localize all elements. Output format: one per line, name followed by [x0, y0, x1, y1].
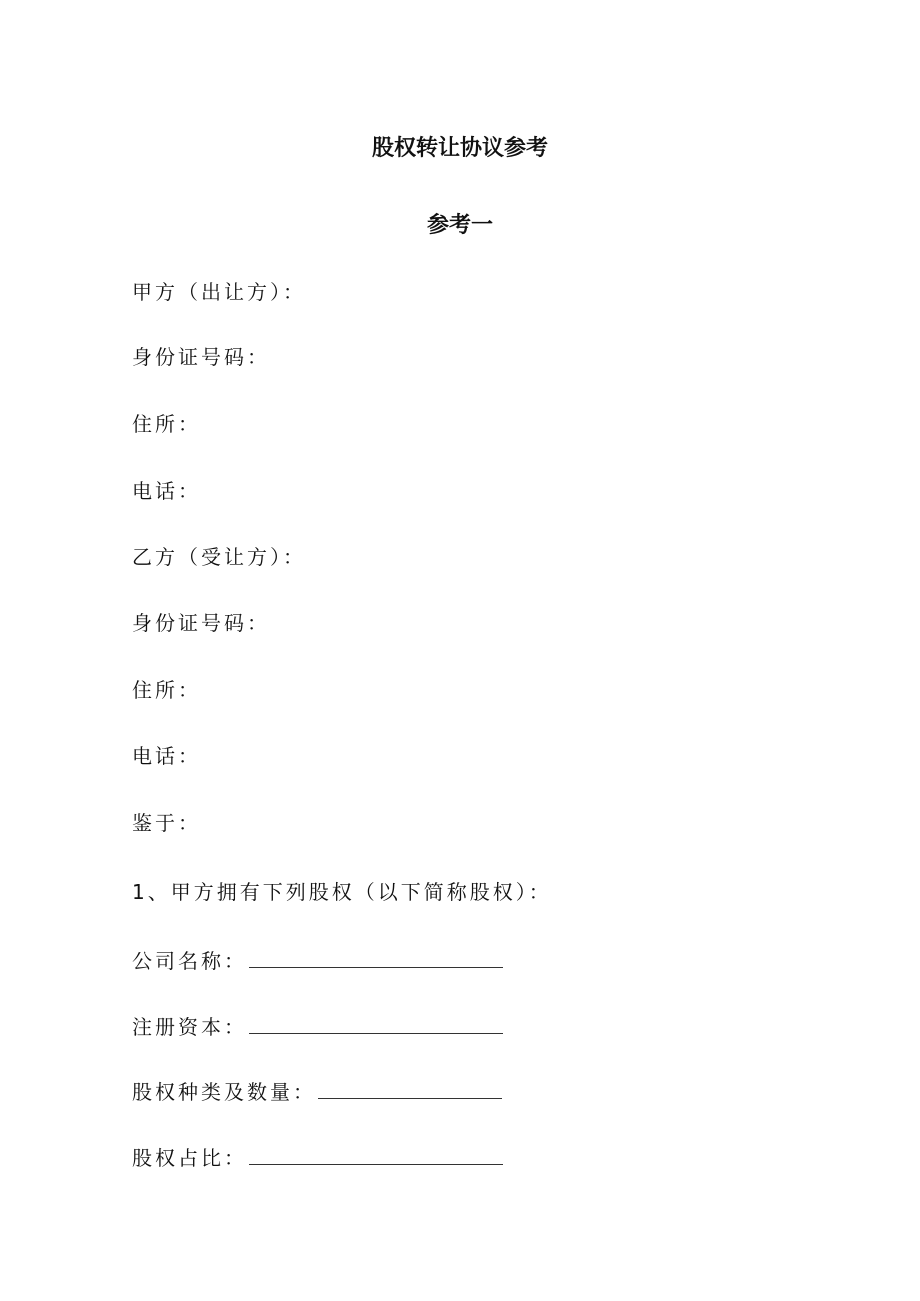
equity-ratio-label: 股权占比： [132, 1146, 247, 1170]
equity-type-blank [318, 1080, 502, 1099]
party-b-address-label: 住所： [132, 678, 201, 702]
party-a-address-label: 住所： [132, 412, 201, 436]
recitals-label: 鉴于： [132, 811, 201, 835]
equity-ratio-blank [249, 1146, 503, 1165]
equity-type-label: 股权种类及数量： [132, 1080, 316, 1104]
registered-capital-label: 注册资本： [132, 1015, 247, 1039]
party-b-id-label: 身份证号码： [132, 611, 270, 635]
document-subtitle: 参考一 [426, 213, 493, 238]
equity-ratio-field [132, 1144, 503, 1172]
party-a-id-label: 身份证号码： [132, 345, 270, 369]
party-a-label: 甲方（出让方）： [132, 280, 306, 304]
company-name-blank [249, 949, 503, 968]
party-b-label: 乙方（受让方）： [132, 545, 306, 569]
equity-type-field [132, 1078, 502, 1106]
registered-capital-field [132, 1013, 503, 1041]
company-name-field [132, 947, 503, 975]
company-name-label: 公司名称： [132, 949, 247, 973]
party-b-phone-label: 电话： [132, 744, 201, 768]
registered-capital-blank [249, 1015, 503, 1034]
document-title: 股权转让协议参考 [371, 136, 548, 161]
party-a-phone-label: 电话： [132, 479, 201, 503]
recital-item-1: 1、甲方拥有下列股权（以下简称股权）： [132, 880, 552, 904]
